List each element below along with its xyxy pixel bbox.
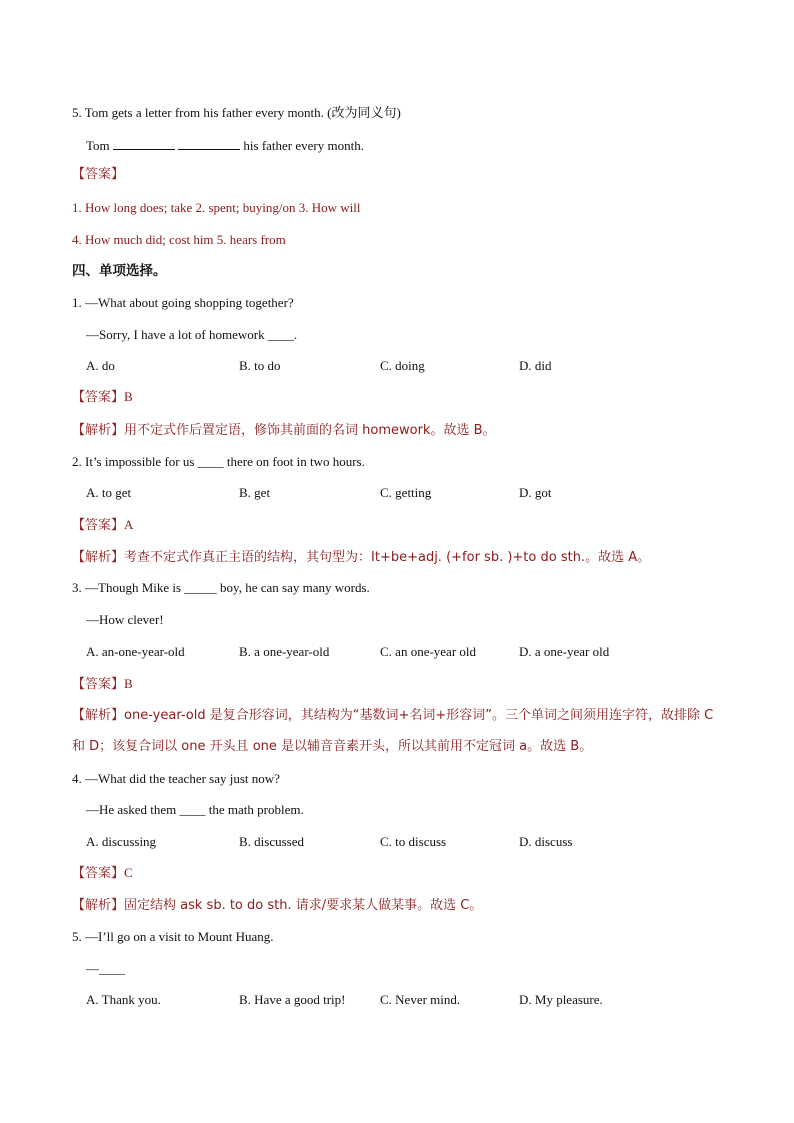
q4-answer-value: C (124, 865, 133, 880)
answer-tag: 【答案】 (72, 390, 125, 405)
q5-option-a[interactable]: A. Thank you. (86, 992, 161, 1007)
answer-tag: 【答案】 (72, 677, 125, 692)
fill-blank[interactable] (178, 136, 240, 150)
q4-analysis-text: 固定结构 ask sb. to do sth. 请求/要求某人做某事。故选 C。 (124, 898, 483, 913)
section3-answers-line2: 4. How much did; cost him 5. hears from (72, 232, 286, 247)
q4-option-a[interactable]: A. discussing (86, 834, 157, 849)
q5-option-b[interactable]: B. Have a good trip! (239, 992, 346, 1007)
answer-tag: 【答案】 (72, 866, 125, 881)
q1-answer-value: B (124, 389, 133, 404)
q5-stem-line2: —____ (86, 961, 125, 976)
q3-option-d[interactable]: D. a one-year old (519, 644, 610, 659)
q2-stem-line1: 2. It’s impossible for us ____ there on foot in two hours. (72, 454, 365, 469)
q2-option-b[interactable]: B. get (239, 485, 271, 500)
fill-blank[interactable] (113, 136, 175, 150)
q2-option-c[interactable]: C. getting (380, 485, 432, 500)
q3-answer (72, 675, 133, 694)
q2-option-d[interactable]: D. got (519, 485, 552, 500)
q3-answer-value: B (124, 676, 133, 691)
q2-option-a[interactable]: A. to get (86, 485, 132, 500)
q4-option-b[interactable]: B. discussed (239, 834, 304, 849)
q3-analysis-text-1: one-year-old 是复合形容词，其结构为“基数词+名词+形容词”。三个单词之间须用连字符，故排除 C (124, 708, 714, 723)
q2-analysis (72, 548, 650, 567)
q4-stem-line2: —He asked them ____ the math problem. (86, 802, 304, 817)
q3-analysis-line2: 和 D；该复合词以 one 开头且 one 是以辅音音素开头，所以其前用不定冠词 a。故选 B。 (72, 739, 593, 754)
analysis-tag: 【解析】 (72, 708, 125, 723)
q4-option-d[interactable]: D. discuss (519, 834, 573, 849)
answer-tag: 【答案】 (72, 518, 125, 533)
section4-heading: 四、单项选择。 (72, 263, 167, 279)
q1-analysis-text: 用不定式作后置定语，修饰其前面的名词 homework。故选 B。 (124, 423, 496, 438)
q1-stem-line2: —Sorry, I have a lot of homework ____. (86, 327, 298, 342)
rewrite-q5-prompt: 5. Tom gets a letter from his father every month. (改为同义句) (72, 105, 401, 120)
q1-option-a[interactable]: A. do (86, 358, 115, 373)
q4-analysis (72, 896, 482, 915)
q2-answer-value: A (124, 517, 134, 532)
q3-option-a[interactable]: A. an-one-year-old (86, 644, 185, 659)
q3-option-b[interactable]: B. a one-year-old (239, 644, 330, 659)
rewrite-q5-line-end: his father every month. (243, 138, 364, 153)
q3-stem-line2: —How clever! (86, 612, 164, 627)
q1-analysis (72, 421, 496, 440)
q1-option-d[interactable]: D. did (519, 358, 552, 373)
analysis-tag: 【解析】 (72, 550, 125, 565)
rewrite-q5-line-start: Tom (86, 138, 110, 153)
analysis-tag: 【解析】 (72, 898, 125, 913)
q2-analysis-text: 考查不定式作真正主语的结构，其句型为：It+be+adj. (+for sb. )+to do sth.。故选 A。 (124, 550, 651, 565)
q5-option-c[interactable]: C. Never mind. (380, 992, 461, 1007)
q3-stem-line1: 3. —Though Mike is _____ boy, he can say many words. (72, 580, 370, 595)
q5-option-d[interactable]: D. My pleasure. (519, 992, 603, 1007)
q1-answer (72, 388, 133, 407)
section3-answers-line1: 1. How long does; take 2. spent; buying/on 3. How will (72, 200, 361, 215)
q3-analysis-line1 (72, 706, 713, 725)
rewrite-q5-answer-line (86, 136, 364, 155)
q4-option-c[interactable]: C. to discuss (380, 834, 447, 849)
q1-stem-line1: 1. —What about going shopping together? (72, 295, 294, 310)
q1-option-c[interactable]: C. doing (380, 358, 425, 373)
q3-option-c[interactable]: C. an one-year old (380, 644, 477, 659)
answer-tag: 【答案】 (72, 167, 125, 182)
q5-stem-line1: 5. —I’ll go on a visit to Mount Huang. (72, 929, 274, 944)
q2-answer (72, 516, 133, 535)
q4-stem-line1: 4. —What did the teacher say just now? (72, 771, 280, 786)
q1-option-b[interactable]: B. to do (239, 358, 281, 373)
q4-answer (72, 864, 133, 883)
analysis-tag: 【解析】 (72, 423, 125, 438)
